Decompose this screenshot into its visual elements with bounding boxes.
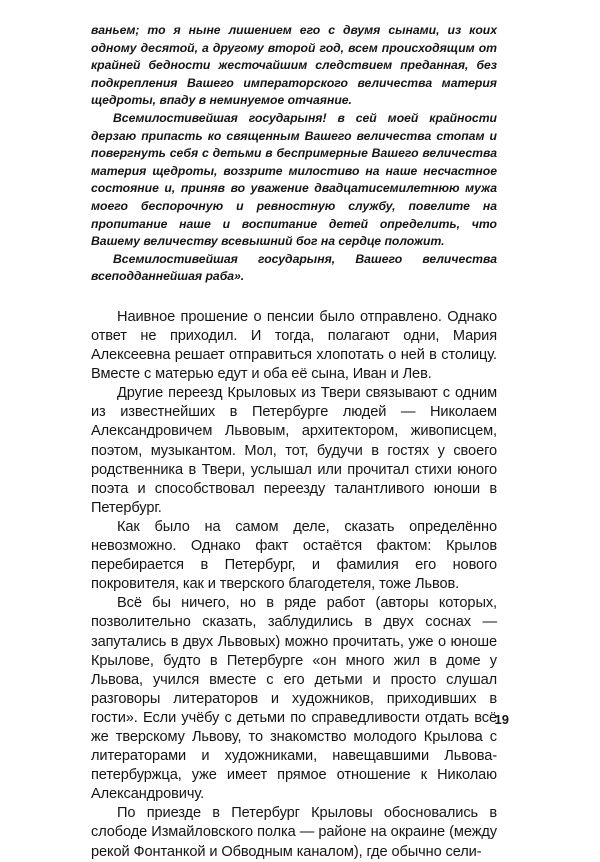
text-paragraph: Всё бы ничего, но в ряде работ (авторы которых, позволительно сказать, заблудились в двух соснах — запутались в двух Львовых) можно прочитать, уже о юноше Крылове, будто в Петербурге «он много жил в доме у Львова, учился вместе с его детьми и просто слушал разговоры литераторов и художников, приходивших в гости». Если учёбу с детьми по справедливости отдать всё же тверскому Львову, то знакомство молодого Крылова с литераторами и художниками, навещавшими Львова-петербуржца, уже имеет прямое отношение к Николаю Александровичу. xyxy=(91,595,497,803)
letter-paragraph: Всемилостивейшая государыня! в сей моей крайности дерзаю припасть ко священным Вашего величества стопам и повергнуть себя с детьми в беспримерные Вашего величества материя щедроты, воззрите милостиво на наше несчастное состояние и, приняв во уважение двадцатисемилетнюю мужа моего беспорочную и ревностную службу, повелите на пропитание наше и воспитание детей определить, что Вашему величеству всевышний бог на сердце положит. xyxy=(91,110,497,249)
main-text xyxy=(91,308,497,862)
text-paragraph: Другие переезд Крыловых из Твери связывают с одним из известнейших в Петербурге людей — Николаем Александровичем Львовым, архитектором, живописцем, поэтом, музыкантом. Мол, тот, будучи в гостях у своего родственника в Твери, услышал или прочитал стихи юного поэта и способствовал переезду талантливого юноши в Петербург. xyxy=(91,385,497,516)
page-number: 19 xyxy=(494,712,509,727)
text-paragraph: Как было на самом деле, сказать определённо невозможно. Однако факт остаётся фактом: Крылов перебирается в Петербург, и фамилия его нового покровителя, как и тверского благодетеля, тоже Львов. xyxy=(91,518,497,593)
book-page xyxy=(91,22,497,862)
letter-paragraph: Всемилостивейшая государыня, Вашего величества всеподданнейшая раба». xyxy=(91,251,497,284)
text-paragraph: Наивное прошение о пенсии было отправлено. Однако ответ не приходил. И тогда, полагают одни, Мария Алексеевна решает отправиться хлопотать о ней в столицу. Вместе с матерью едут и оба её сына, Иван и Лев. xyxy=(91,308,497,383)
petition-letter-excerpt xyxy=(91,22,497,286)
letter-paragraph: ваньем; то я ныне лишением его с двумя сынами, из коих одному десятой, а другому второй год, всем происходящим от крайней бедности жесточайшим следствием преданная, без подкрепления Вашего императорского величества материя щедроты, впаду в неминуемое отчаяние. xyxy=(91,23,497,108)
text-paragraph: По приезде в Петербург Крыловы обосновались в слободе Измайловского полка — районе на окраине (между рекой Фонтанкой и Обводным каналом), где обычно сели- xyxy=(91,805,497,860)
